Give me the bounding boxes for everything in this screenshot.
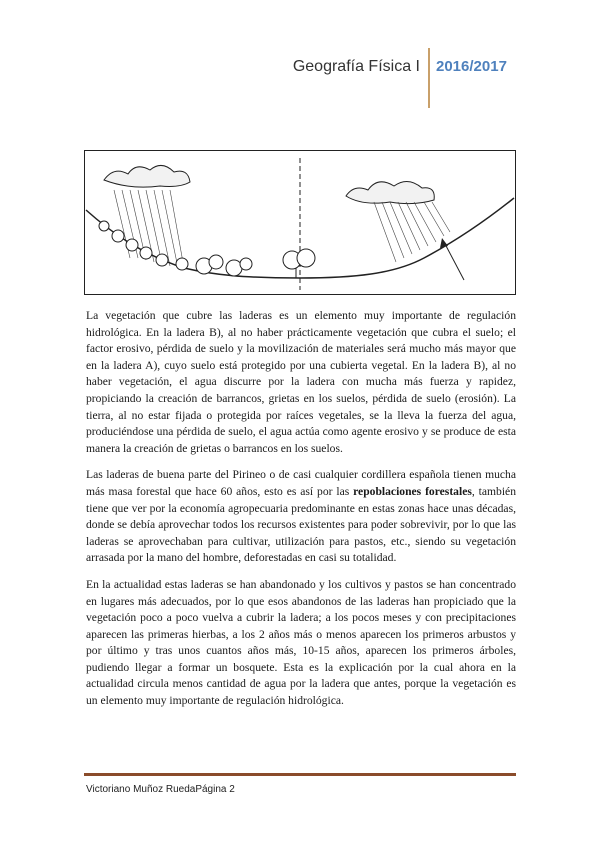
page-footer: Victoriano Muñoz RuedaPágina 2	[86, 784, 235, 795]
header-title: Geografía Física I	[292, 58, 420, 75]
paragraph-3: En la actualidad estas laderas se han abandonado y los cultivos y pastos se han concentrado en lugares más adecuados, por lo que esos abandonos de las laderas han propiciado que la vegetación poco a poco vuelva a cubrir la ladera; a los pocos meses y con precipitaciones aparecen las primeras hierbas, a los 2 años más o menos aparecen los primeros arbustos y por último y tras unos cuantos años más, 10-15 años, aparecen los primeros árboles, pudiendo llegar a formar un bosquete. Esta es la explicación por la cual ahora en la actualidad circula menos cantidad de agua por la ladera que antes, porque la vegetación es un elemento muy importante de regulación hidrológica.	[86, 577, 516, 708]
page-header	[290, 48, 520, 108]
footer-rule	[84, 773, 516, 776]
header-separator	[428, 48, 430, 108]
paragraph-2	[86, 467, 516, 567]
bold-term: repoblaciones forestales	[353, 484, 472, 498]
paragraph-2-end: , también tiene que ver por la economía agropecuaria predominante en estas zonas hace unas décadas, donde se debía aprovechar todos los recursos existentes para poder sobrevivir, por lo que las laderas se aprovechaban para cultivar, utilización para pastos, etc., siendo su vegetación arrasada por la mano del hombre, deforestadas en casi su totalidad.	[86, 484, 516, 565]
paragraph-1: La vegetación que cubre las laderas es un elemento muy importante de regulación hidrológica. En la ladera B), al no haber prácticamente vegetación que cubra el suelo; el factor erosivo, pérdida de suelo y la movilización de materiales será mucho más mayor que en la ladera A), cuyo suelo está protegido por una cubierta vegetal. En la ladera B), al no haber vegetación, el agua discurre por la ladera con mucha más fuerza y rapidez, propiciando la creación de barrancos, grietas en los suelos, pérdida de suelo (erosión). La tierra, al no estar fijada o protegida por raíces vegetales, se la lleva la fuerza del agua, produciéndose una pérdida de suelo, el agua actúa como agente erosivo y se produce de esta manera la creación de grietas o barrancos en los suelos.	[86, 309, 516, 455]
paragraph-2-start: Las laderas de buena parte del Pirineo o de casi cualquier cordillera española tienen mucha más masa forestal que hace 60 años, esto es así por las	[86, 468, 516, 498]
slope-diagram-figure	[84, 150, 516, 295]
body-text	[86, 308, 516, 720]
header-year: 2016/2017	[436, 58, 507, 75]
